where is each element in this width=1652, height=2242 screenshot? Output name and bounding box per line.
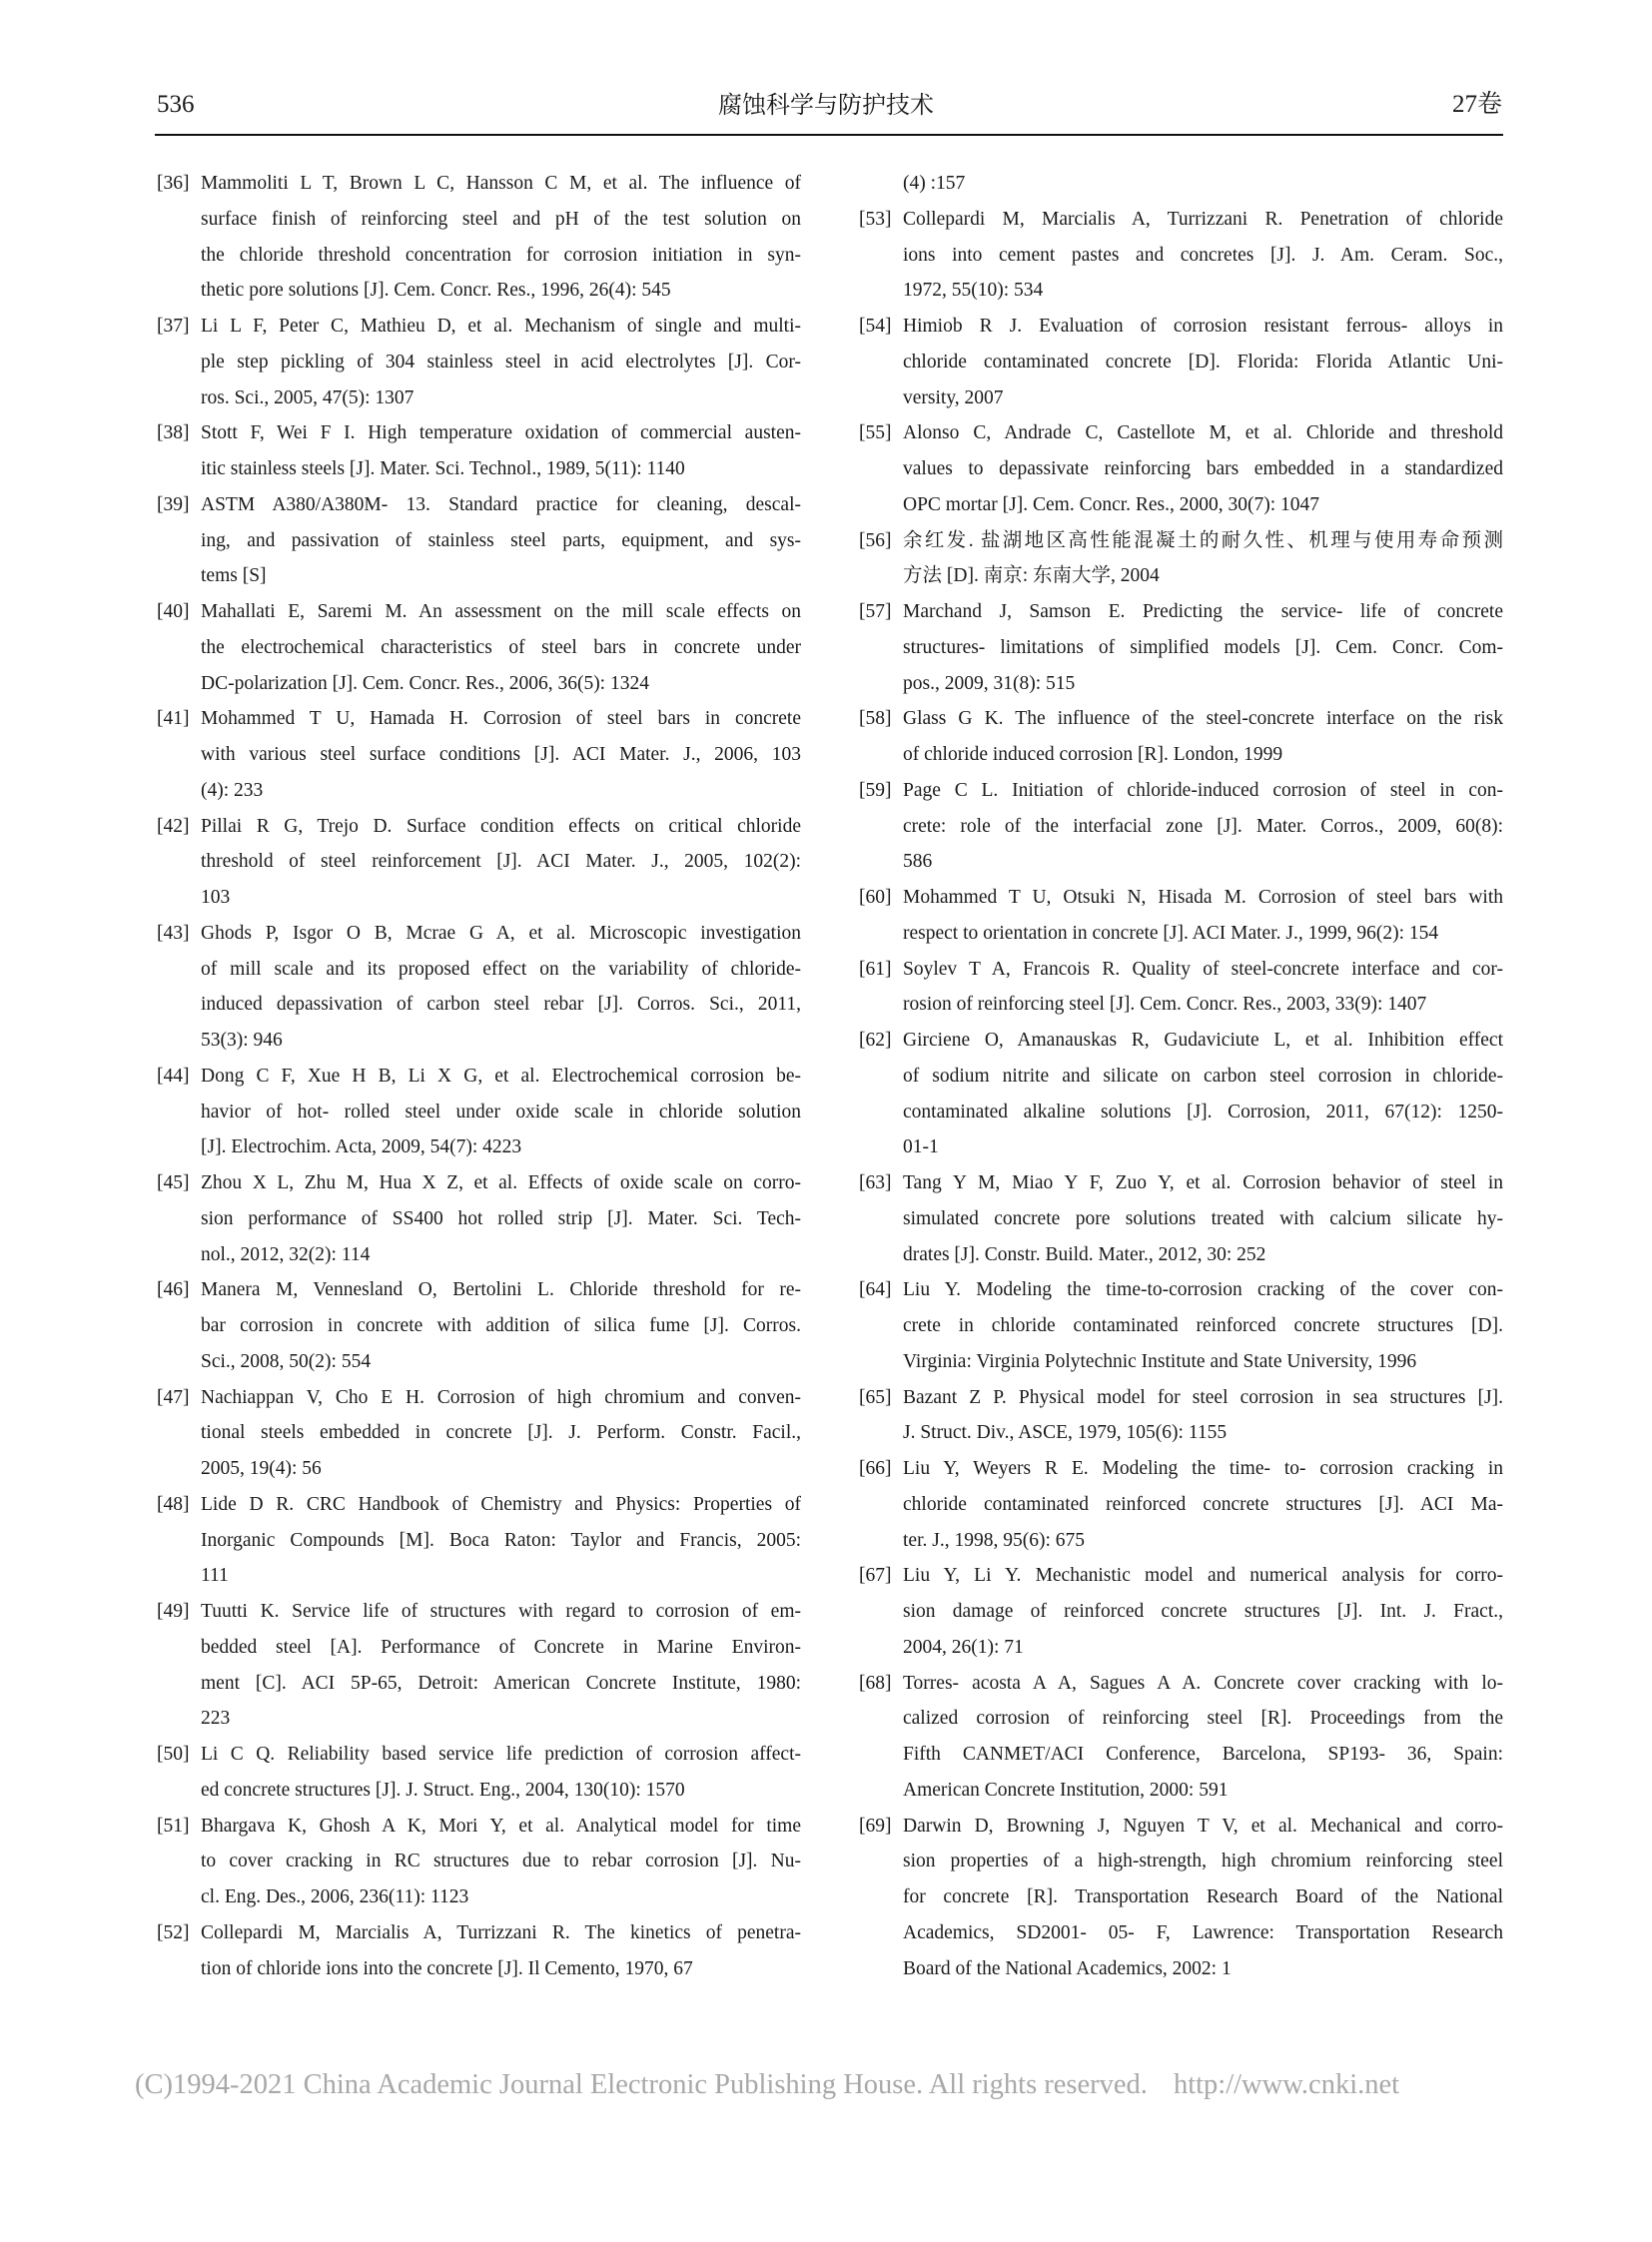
- reference-item: [859, 1809, 1503, 1987]
- reference-line: ple step pickling of 304 stainless steel in acid electrolytes [J]. Cor-: [201, 351, 801, 373]
- reference-line: 01-1: [903, 1136, 939, 1158]
- reference-line: with various steel surface conditions [J]. ACI Mater. J., 2006, 103: [201, 744, 801, 765]
- reference-line: of chloride induced corrosion [R]. London, 1999: [903, 744, 1283, 765]
- reference-item: [157, 415, 801, 487]
- reference-number: [43]: [157, 922, 190, 944]
- reference-number: [45]: [157, 1172, 190, 1193]
- reference-line: Tang Y M, Miao Y F, Zuo Y, et al. Corrosion behavior of steel in: [903, 1172, 1503, 1193]
- reference-item: [157, 1487, 801, 1594]
- reference-line: Li L F, Peter C, Mathieu D, et al. Mechanism of single and multi-: [201, 316, 801, 337]
- reference-item: [859, 523, 1503, 595]
- reference-number: [55]: [859, 422, 892, 444]
- reference-line: Board of the National Academics, 2002: 1: [903, 1957, 1232, 1979]
- reference-number: [36]: [157, 173, 190, 194]
- reference-line: Zhou X L, Zhu M, Hua X Z, et al. Effects of oxide scale on corro-: [201, 1172, 801, 1193]
- reference-line: chloride contaminated reinforced concrete structures [J]. ACI Ma-: [903, 1493, 1503, 1515]
- reference-line: (4): 233: [201, 779, 264, 801]
- reference-line: Collepardi M, Marcialis A, Turrizzani R. Penetration of chloride: [903, 208, 1503, 230]
- reference-number: [61]: [859, 958, 892, 980]
- reference-line: Torres- acosta A A, Sagues A A. Concrete cover cracking with lo-: [903, 1672, 1503, 1694]
- reference-number: [46]: [157, 1279, 190, 1301]
- reference-line: Liu Y, Li Y. Mechanistic model and numerical analysis for corro-: [903, 1565, 1503, 1587]
- reference-line: Mohammed T U, Hamada H. Corrosion of steel bars in concrete: [201, 708, 801, 730]
- reference-line: bar corrosion in concrete with addition of silica fume [J]. Corros.: [201, 1315, 801, 1336]
- reference-item: [859, 1272, 1503, 1379]
- reference-line: 111: [201, 1565, 229, 1587]
- reference-line: of mill scale and its proposed effect on the variability of chloride-: [201, 958, 801, 980]
- reference-line: tems [S]: [201, 565, 267, 587]
- reference-number: [54]: [859, 316, 892, 337]
- reference-line: 方法 [D]. 南京: 东南大学, 2004: [903, 565, 1160, 587]
- reference-item: [157, 1380, 801, 1487]
- reference-line: Marchand J, Samson E. Predicting the service- life of concrete: [903, 601, 1503, 622]
- reference-line: nol., 2012, 32(2): 114: [201, 1243, 371, 1265]
- reference-line: crete in chloride contaminated reinforced concrete structures [D].: [903, 1315, 1503, 1336]
- reference-item: [859, 1666, 1503, 1809]
- reference-item: [859, 1023, 1503, 1165]
- reference-line: 53(3): 946: [201, 1030, 283, 1051]
- reference-line: respect to orientation in concrete [J]. ACI Mater. J., 1999, 96(2): 154: [903, 922, 1439, 944]
- reference-item: [157, 166, 801, 309]
- reference-line: crete: role of the interfacial zone [J]. Mater. Corros., 2009, 60(8):: [903, 815, 1503, 837]
- reference-line: Bazant Z P. Physical model for steel corrosion in sea structures [J].: [903, 1386, 1503, 1408]
- volume-label: 27卷: [1451, 91, 1502, 118]
- reference-item: [859, 880, 1503, 952]
- reference-item: [157, 1809, 801, 1915]
- reference-item: [157, 916, 801, 1059]
- reference-column-right: [859, 166, 1503, 1986]
- reference-line: ing, and passivation of stainless steel parts, equipment, and sys-: [201, 529, 801, 551]
- reference-number: [59]: [859, 779, 892, 801]
- copyright-watermark: [135, 2065, 1463, 2105]
- reference-line: Page C L. Initiation of chloride-induced corrosion of steel in con-: [903, 779, 1503, 801]
- reference-line: (4) :157: [903, 173, 966, 194]
- reference-item: [157, 1737, 801, 1809]
- reference-line: American Concrete Institution, 2000: 591: [903, 1779, 1229, 1801]
- reference-line: Fifth CANMET/ACI Conference, Barcelona, SP193- 36, Spain:: [903, 1744, 1503, 1765]
- reference-item: [157, 1165, 801, 1272]
- reference-line: Mammoliti L T, Brown L C, Hansson C M, et al. The influence of: [201, 173, 801, 194]
- reference-number: [38]: [157, 422, 190, 444]
- reference-number: [39]: [157, 493, 190, 515]
- reference-line: calized corrosion of reinforcing steel [R]. Proceedings from the: [903, 1708, 1503, 1730]
- reference-item: [859, 166, 1503, 202]
- reference-item: [157, 1915, 801, 1987]
- reference-number: [68]: [859, 1672, 892, 1694]
- reference-line: bedded steel [A]. Performance of Concrete in Marine Environ-: [201, 1636, 801, 1658]
- reference-line: threshold of steel reinforcement [J]. ACI Mater. J., 2005, 102(2):: [201, 851, 801, 873]
- reference-number: [53]: [859, 208, 892, 230]
- reference-column-left: [157, 166, 801, 1986]
- reference-item: [859, 952, 1503, 1024]
- reference-item: [859, 773, 1503, 880]
- reference-line: Lide D R. CRC Handbook of Chemistry and Physics: Properties of: [201, 1493, 801, 1515]
- reference-line: Bhargava K, Ghosh A K, Mori Y, et al. Analytical model for time: [201, 1815, 801, 1837]
- reference-line: Liu Y, Weyers R E. Modeling the time- to- corrosion cracking in: [903, 1458, 1503, 1479]
- reference-line: OPC mortar [J]. Cem. Concr. Res., 2000, 30(7): 1047: [903, 493, 1320, 515]
- reference-item: [859, 1451, 1503, 1558]
- reference-line: Collepardi M, Marcialis A, Turrizzani R. The kinetics of penetra-: [201, 1921, 801, 1943]
- reference-line: tional steels embedded in concrete [J]. J. Perform. Constr. Facil.,: [201, 1422, 801, 1444]
- reference-line: ions into cement pastes and concretes [J]. J. Am. Ceram. Soc.,: [903, 244, 1503, 266]
- reference-line: Dong C F, Xue H B, Li X G, et al. Electrochemical corrosion be-: [201, 1065, 801, 1087]
- reference-number: [66]: [859, 1458, 892, 1479]
- reference-line: 1972, 55(10): 534: [903, 280, 1044, 302]
- reference-number: [69]: [859, 1815, 892, 1837]
- reference-number: [50]: [157, 1744, 190, 1765]
- reference-line: sion properties of a high-strength, high chromium reinforcing steel: [903, 1851, 1503, 1872]
- header-rule: [155, 134, 1503, 136]
- reference-number: [49]: [157, 1601, 190, 1622]
- reference-line: simulated concrete pore solutions treated with calcium silicate hy-: [903, 1207, 1503, 1229]
- reference-item: [859, 202, 1503, 309]
- reference-line: pos., 2009, 31(8): 515: [903, 672, 1076, 694]
- reference-item: [859, 1558, 1503, 1665]
- reference-line: ed concrete structures [J]. J. Struct. Eng., 2004, 130(10): 1570: [201, 1779, 685, 1801]
- reference-line: of sodium nitrite and silicate on carbon steel corrosion in chloride-: [903, 1065, 1503, 1087]
- reference-item: [859, 1165, 1503, 1272]
- reference-line: havior of hot- rolled steel under oxide scale in chloride solution: [201, 1101, 801, 1122]
- reference-line: Girciene O, Amanauskas R, Gudaviciute L, et al. Inhibition effect: [903, 1030, 1503, 1051]
- reference-number: [58]: [859, 708, 892, 730]
- reference-number: [64]: [859, 1279, 892, 1301]
- reference-number: [37]: [157, 316, 190, 337]
- reference-line: Himiob R J. Evaluation of corrosion resistant ferrous- alloys in: [903, 316, 1503, 337]
- reference-number: [40]: [157, 601, 190, 622]
- reference-line: Mohammed T U, Otsuki N, Hisada M. Corrosion of steel bars with: [903, 887, 1503, 908]
- reference-item: [157, 309, 801, 415]
- reference-number: [56]: [859, 529, 892, 551]
- reference-line: contaminated alkaline solutions [J]. Corrosion, 2011, 67(12): 1250-: [903, 1101, 1503, 1122]
- reference-line: ros. Sci., 2005, 47(5): 1307: [201, 386, 414, 408]
- reference-line: for concrete [R]. Transportation Research Board of the National: [903, 1886, 1503, 1907]
- reference-item: [859, 1380, 1503, 1452]
- reference-line: Glass G K. The influence of the steel-concrete interface on the risk: [903, 708, 1503, 730]
- reference-line: sion performance of SS400 hot rolled strip [J]. Mater. Sci. Tech-: [201, 1207, 801, 1229]
- reference-line: Alonso C, Andrade C, Castellote M, et al. Chloride and threshold: [903, 422, 1503, 444]
- reference-line: ment [C]. ACI 5P-65, Detroit: American Concrete Institute, 1980:: [201, 1672, 801, 1694]
- reference-line: the chloride threshold concentration for corrosion initiation in syn-: [201, 244, 801, 266]
- reference-line: Ghods P, Isgor O B, Mcrae G A, et al. Microscopic investigation: [201, 922, 801, 944]
- reference-item: [157, 594, 801, 701]
- reference-line: Tuutti K. Service life of structures with regard to corrosion of em-: [201, 1601, 801, 1622]
- reference-number: [65]: [859, 1386, 892, 1408]
- reference-line: sion damage of reinforced concrete structures [J]. Int. J. Fract.,: [903, 1601, 1503, 1622]
- reference-line: Soylev T A, Francois R. Quality of steel-concrete interface and cor-: [903, 958, 1503, 980]
- reference-line: [J]. Electrochim. Acta, 2009, 54(7): 4223: [201, 1136, 522, 1158]
- reference-line: Nachiappan V, Cho E H. Corrosion of high chromium and conven-: [201, 1386, 801, 1408]
- reference-line: 2004, 26(1): 71: [903, 1636, 1024, 1658]
- reference-line: 586: [903, 851, 933, 873]
- copyright-text: (C)1994-2021 China Academic Journal Electronic Publishing House. All rights reserved.: [135, 2069, 1148, 2100]
- reference-item: [157, 1594, 801, 1737]
- reference-line: 223: [201, 1708, 231, 1730]
- reference-line: to cover cracking in RC structures due to rebar corrosion [J]. Nu-: [201, 1851, 801, 1872]
- reference-line: drates [J]. Constr. Build. Mater., 2012, 30: 252: [903, 1243, 1266, 1265]
- reference-line: ter. J., 1998, 95(6): 675: [903, 1529, 1085, 1551]
- reference-line: structures- limitations of simplified models [J]. Cem. Concr. Com-: [903, 636, 1503, 658]
- reference-item: [859, 309, 1503, 415]
- reference-line: Academics, SD2001- 05- F, Lawrence: Transportation Research: [903, 1921, 1503, 1943]
- reference-line: Mahallati E, Saremi M. An assessment on the mill scale effects on: [201, 601, 801, 622]
- reference-line: Manera M, Vennesland O, Bertolini L. Chloride threshold for re-: [201, 1279, 801, 1301]
- reference-line: rosion of reinforcing steel [J]. Cem. Concr. Res., 2003, 33(9): 1407: [903, 994, 1427, 1016]
- reference-line: Sci., 2008, 50(2): 554: [201, 1350, 372, 1372]
- reference-item: [859, 415, 1503, 522]
- reference-line: the electrochemical characteristics of steel bars in concrete under: [201, 636, 801, 658]
- reference-line: Li C Q. Reliability based service life prediction of corrosion affect-: [201, 1744, 801, 1765]
- reference-line: 103: [201, 887, 231, 908]
- reference-line: DC-polarization [J]. Cem. Concr. Res., 2006, 36(5): 1324: [201, 672, 649, 694]
- reference-line: Liu Y. Modeling the time-to-corrosion cracking of the cover con-: [903, 1279, 1503, 1301]
- reference-line: Pillai R G, Trejo D. Surface condition effects on critical chloride: [201, 815, 801, 837]
- reference-number: [48]: [157, 1493, 190, 1515]
- reference-item: [157, 701, 801, 808]
- reference-item: [157, 1272, 801, 1379]
- reference-line: versity, 2007: [903, 386, 1004, 408]
- cnki-link[interactable]: http://www.cnki.net: [1173, 2069, 1400, 2100]
- reference-line: 余红发. 盐湖地区高性能混凝土的耐久性、机理与使用寿命预测: [903, 529, 1503, 551]
- reference-line: itic stainless steels [J]. Mater. Sci. Technol., 1989, 5(11): 1140: [201, 458, 685, 479]
- reference-number: [51]: [157, 1815, 190, 1837]
- reference-line: Virginia: Virginia Polytechnic Institute and State University, 1996: [903, 1350, 1417, 1372]
- reference-line: Stott F, Wei F I. High temperature oxidation of commercial austen-: [201, 422, 801, 444]
- journal-title: 腐蚀科学与防护技术: [718, 91, 934, 119]
- reference-line: thetic pore solutions [J]. Cem. Concr. Res., 1996, 26(4): 545: [201, 280, 671, 302]
- reference-number: [41]: [157, 708, 190, 730]
- reference-item: [157, 809, 801, 916]
- reference-line: surface finish of reinforcing steel and pH of the test solution on: [201, 208, 801, 230]
- reference-number: [67]: [859, 1565, 892, 1587]
- reference-number: [44]: [157, 1065, 190, 1087]
- reference-line: Darwin D, Browning J, Nguyen T V, et al. Mechanical and corro-: [903, 1815, 1503, 1837]
- reference-number: [57]: [859, 601, 892, 622]
- reference-line: induced depassivation of carbon steel rebar [J]. Corros. Sci., 2011,: [201, 994, 801, 1016]
- reference-number: [42]: [157, 815, 190, 837]
- reference-line: ASTM A380/A380M- 13. Standard practice for cleaning, descal-: [201, 493, 801, 515]
- reference-number: [47]: [157, 1386, 190, 1408]
- reference-number: [60]: [859, 887, 892, 908]
- page-number: 536: [157, 91, 195, 118]
- reference-number: [62]: [859, 1030, 892, 1051]
- reference-item: [859, 701, 1503, 773]
- reference-number: [52]: [157, 1921, 190, 1943]
- reference-item: [157, 1059, 801, 1165]
- reference-line: 2005, 19(4): 56: [201, 1458, 322, 1479]
- reference-line: J. Struct. Div., ASCE, 1979, 105(6): 1155: [903, 1422, 1228, 1444]
- reference-line: tion of chloride ions into the concrete [J]. Il Cemento, 1970, 67: [201, 1957, 693, 1979]
- reference-number: [63]: [859, 1172, 892, 1193]
- reference-item: [157, 487, 801, 594]
- reference-item: [859, 594, 1503, 701]
- reference-line: values to depassivate reinforcing bars embedded in a standardized: [903, 458, 1503, 479]
- reference-line: cl. Eng. Des., 2006, 236(11): 1123: [201, 1886, 469, 1907]
- reference-line: chloride contaminated concrete [D]. Florida: Florida Atlantic Uni-: [903, 351, 1503, 373]
- reference-line: Inorganic Compounds [M]. Boca Raton: Taylor and Francis, 2005:: [201, 1529, 801, 1551]
